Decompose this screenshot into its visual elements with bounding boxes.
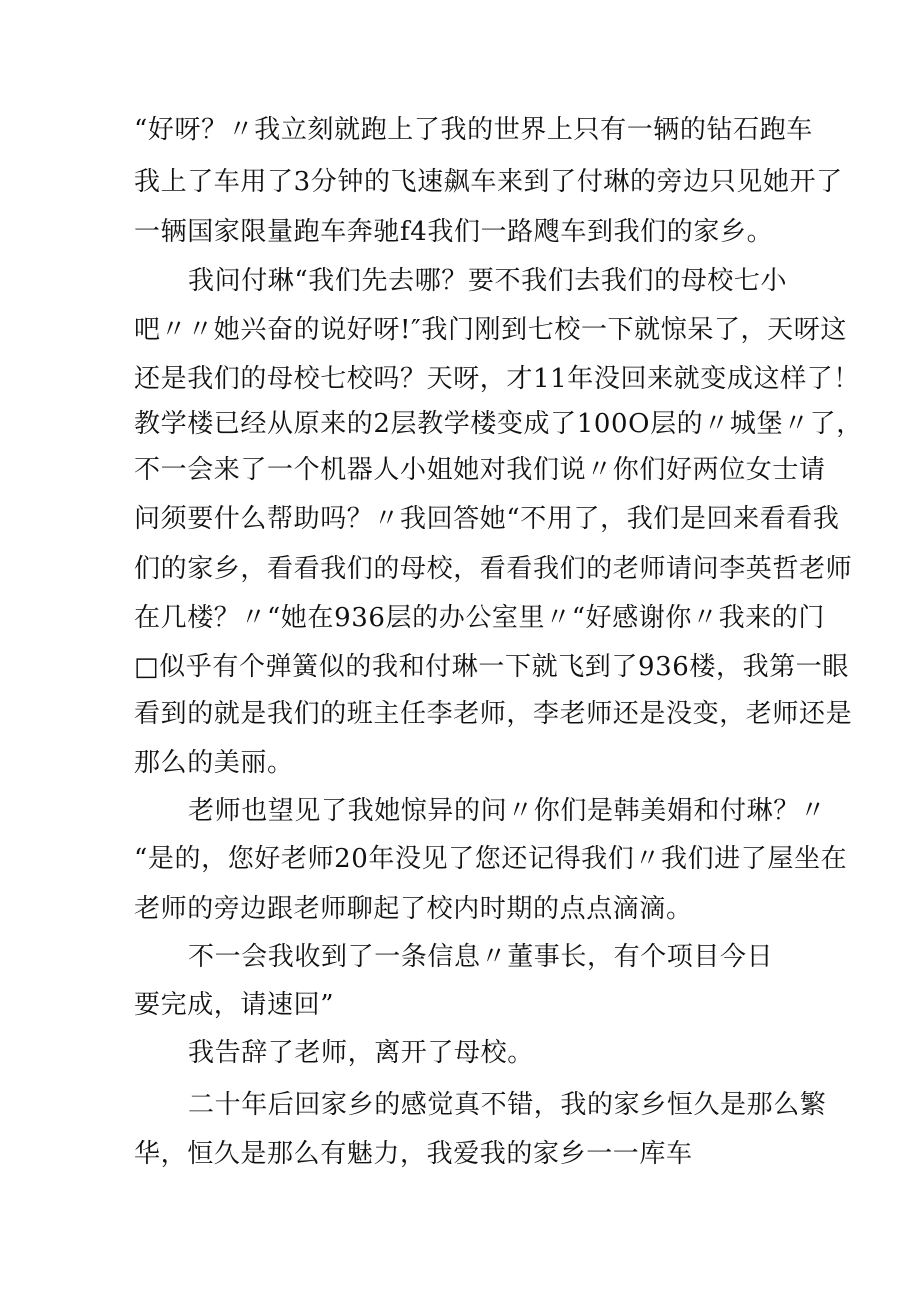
text-line: 不一会我收到了一条信息〃董事长，有个项目今日	[188, 942, 774, 972]
text-line: 我问付琳“我们先去哪？要不我们去我们的母校七小	[188, 266, 788, 296]
text-line: 二十年后回家乡的感觉真不错，我的家乡恒久是那么繁	[188, 1090, 827, 1120]
text-line: “是的，您好老师20年没见了您还记得我们〃我们进了屋坐在	[134, 844, 848, 874]
text-line: 问须要什么帮助吗？〃我回答她“不用了，我们是回来看看我	[134, 504, 840, 534]
text-line: 们的家乡，看看我们的母校，看看我们的老师请问李英哲老师	[134, 554, 853, 584]
text-line: 老师的旁边跟老师聊起了校内时期的点点滴滴。	[134, 894, 693, 924]
text-line: 看到的就是我们的班主任李老师，李老师还是没变，老师还是	[134, 699, 853, 729]
text-line: “好呀？〃我立刻就跑上了我的世界上只有一辆的钻石跑车	[134, 115, 813, 145]
text-line: 在几楼？〃“她在936层的办公室里〃“好感谢你〃我来的门	[134, 603, 826, 633]
text-line: 不一会来了一个机器人小姐她对我们说〃你们好两位女士请	[134, 455, 826, 485]
text-line: 那么的美丽。	[134, 748, 294, 778]
text-line: 要完成，请速回”	[134, 990, 335, 1020]
text-line: 我上了车用了3分钟的飞速飙车来到了付琳的旁边只见她开了	[134, 167, 843, 197]
text-line: □似乎有个弹簧似的我和付琳一下就飞到了936楼，我第一眼	[134, 652, 849, 682]
text-line: 华，恒久是那么有魅力，我爱我的家乡一一库车	[134, 1139, 693, 1169]
text-line: 教学楼已经从原来的2层教学楼变成了100O层的〃城堡〃了，	[134, 409, 863, 439]
text-line: 一辆国家限量跑车奔驰f4我们一路飕车到我们的家乡。	[134, 217, 774, 247]
text-line: 吧〃〃她兴奋的说好呀!″我门刚到七校一下就惊呆了，天呀这	[134, 315, 847, 345]
text-line: 老师也望见了我她惊异的问〃你们是韩美娟和付琳？〃	[188, 796, 827, 826]
text-line: 我告辞了老师，离开了母校。	[188, 1038, 534, 1068]
text-line: 还是我们的母校七校吗？天呀，才11年没回来就变成这样了！	[134, 364, 860, 394]
